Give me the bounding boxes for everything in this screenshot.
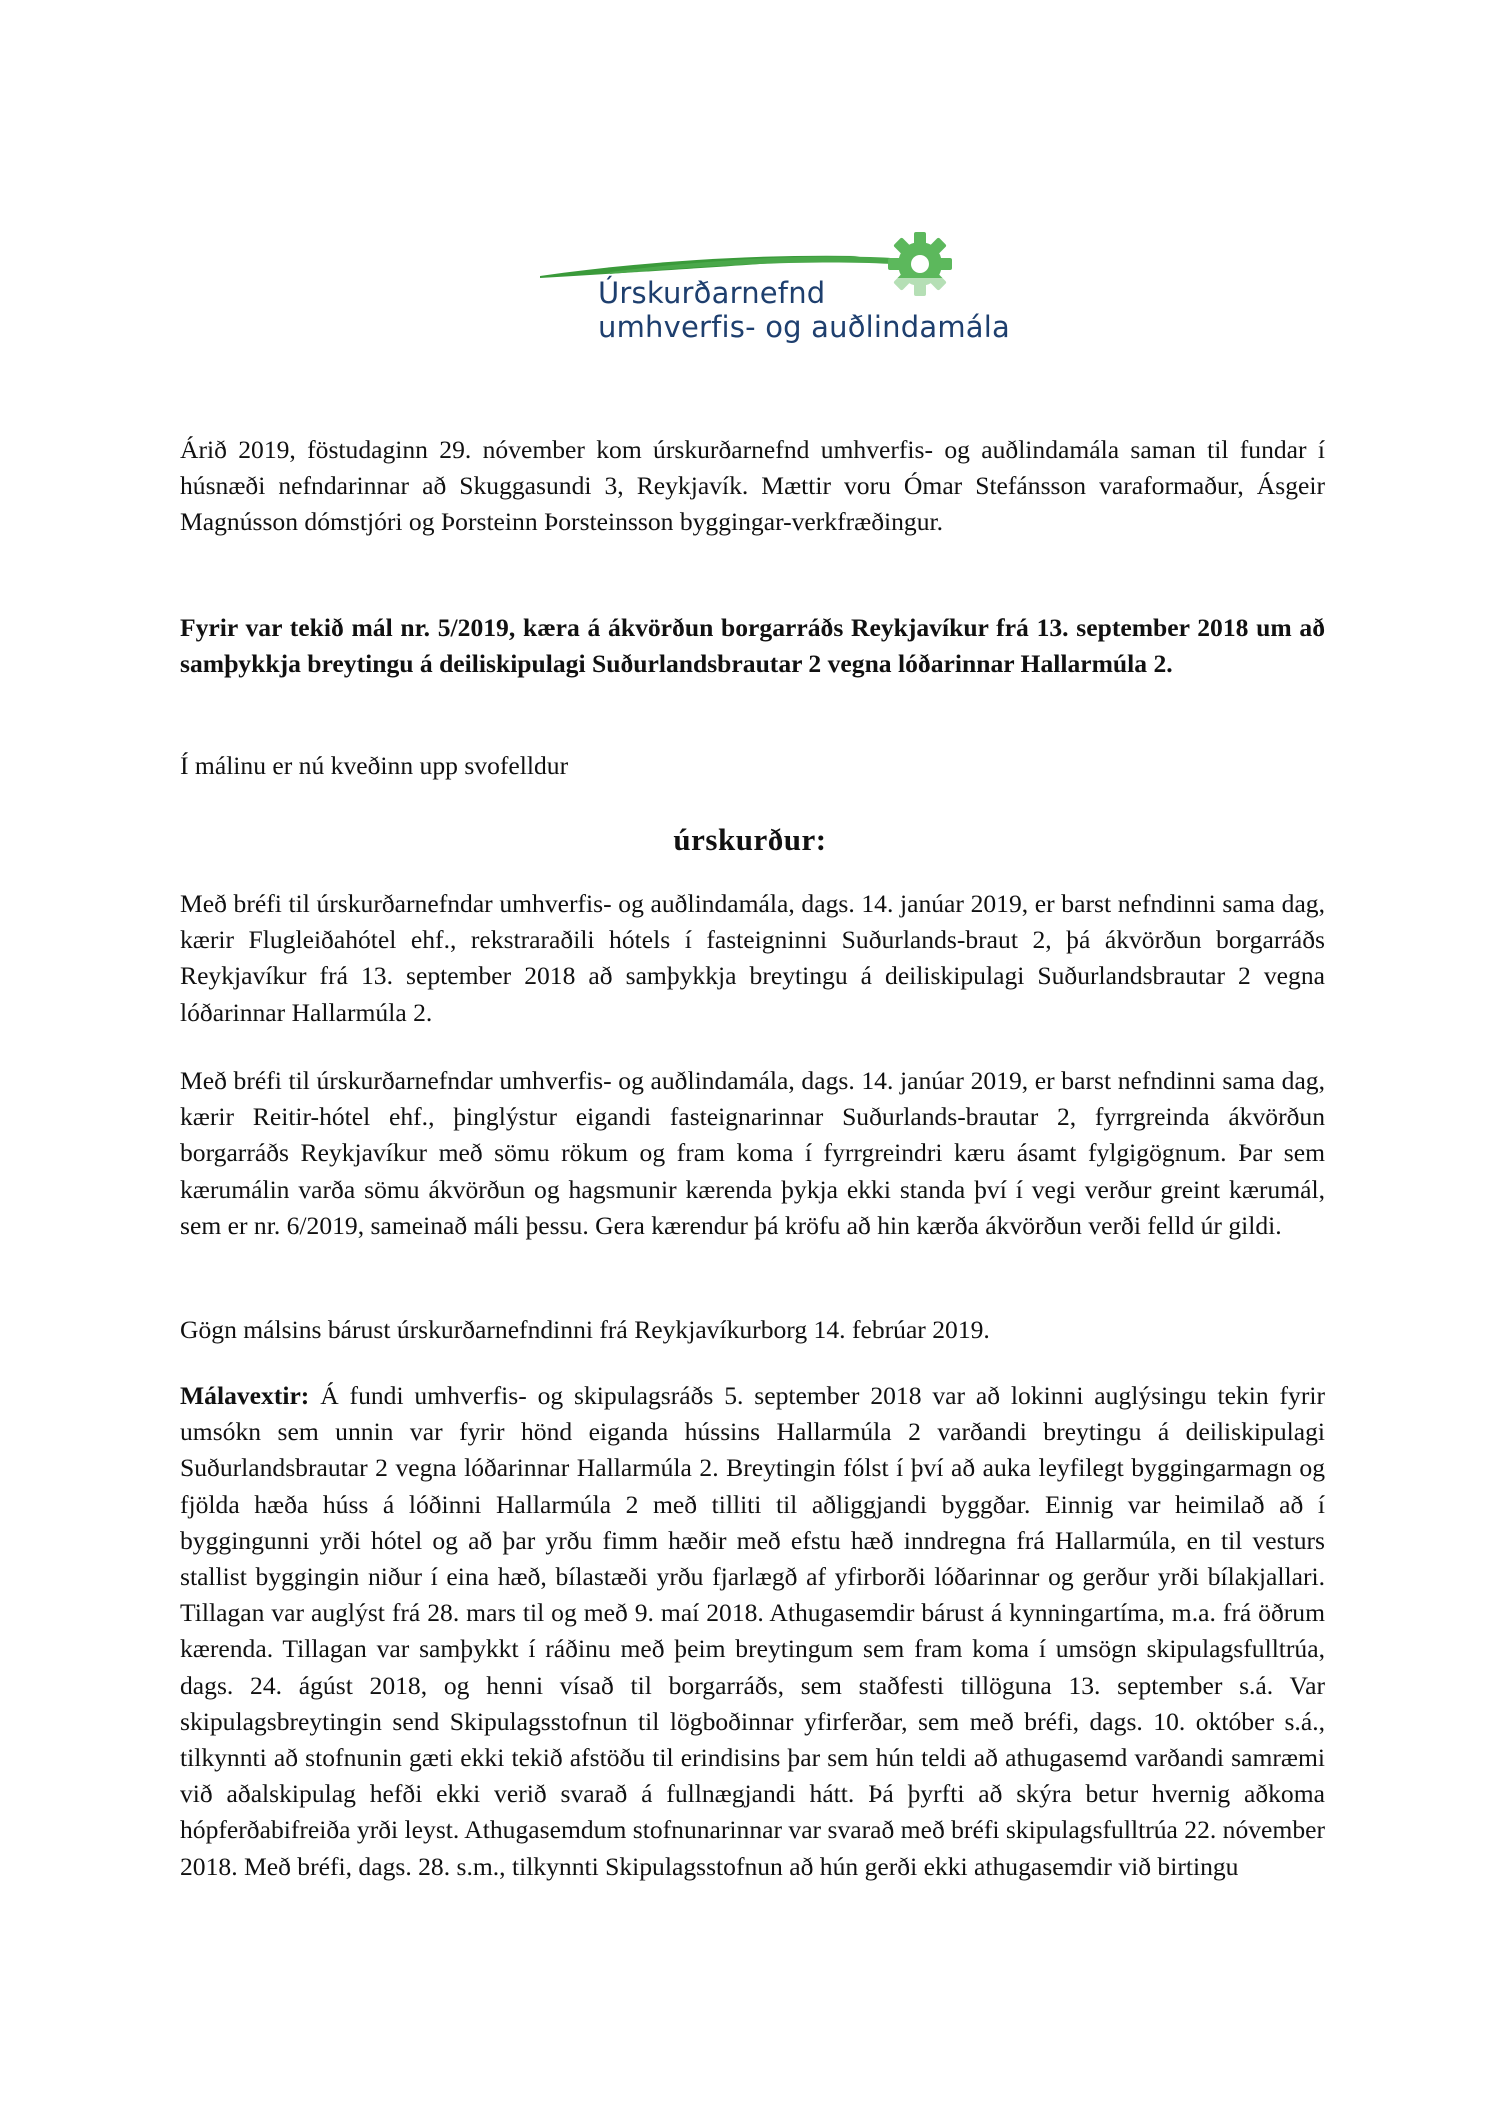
intro-line [180,748,1325,784]
logo-title-line1: Úrskurðarnefnd [598,276,826,310]
case-heading-text: Fyrir var tekið mál nr. 5/2019, kæra á ákvörðun borgarráðs Reykjavíkur frá 13. september 2018 um að samþykkja breytingu á deiliskipulagi Suðurlandsbrautar 2 vegna lóðarinnar Hallarmúla 2. [180,613,1325,679]
logo-title-line2: umhverfis- og auðlindamála [598,310,1010,344]
paragraph-text: Með bréfi til úrskurðarnefndar umhverfis- og auðlindamála, dags. 14. janúar 2019, er barst nefndinni sama dag, kærir Flugleiðahótel ehf., rekstraraðili hótels í fasteigninni Suðurlands-braut 2, þá ákvörðun borgarráðs Reykjavíkur frá 13. september 2018 að samþykkja breytingu á deiliskipulagi Suðurlandsbrautar 2 vegna lóðarinnar Hallarmúla 2. [180,889,1325,1027]
paragraph-text: Með bréfi til úrskurðarnefndar umhverfis- og auðlindamála, dags. 14. janúar 2019, er barst nefndinni sama dag, kærir Reitir-hótel ehf., þinglýstur eigandi fasteignarinnar Suðurlands-brautar 2, fyrrgreinda ákvörðun borgarráðs Reykjavíkur með sömu rökum og fram koma í fyrrgreindri kæru ásamt fylgigögnum. Þar sem kærumálin varða sömu ákvörðun og hagsmunir kærenda þykja ekki standa því í vegi verður greint kærumál, sem er nr. 6/2019, sameinað máli þessu. Gera kærendur þá kröfu að hin kærða ákvörðun verði felld úr gildi. [180,1066,1325,1240]
intro-text: Í málinu er nú kveðinn upp svofelldur [180,751,569,780]
paragraph-complaint-1 [180,886,1325,1031]
facts-label: Málavextir: [180,1381,310,1410]
verdict-heading: úrskurður: [673,822,827,857]
paragraph-facts [180,1378,1325,1885]
paragraph-text: Árið 2019, föstudaginn 29. nóvember kom úrskurðarnefnd umhverfis- og auðlindamála saman til fundar í húsnæði nefndarinnar að Skuggasundi 3, Reykjavík. Mættir voru Ómar Stefánsson varaformaður, Ásgeir Magnússon dómstjóri og Þorsteinn Þorsteinsson byggingar-verkfræðingur. [180,435,1325,537]
opening-paragraph [180,432,1325,541]
case-heading [180,610,1325,682]
facts-text: Á fundi umhverfis- og skipulagsráðs 5. september 2018 var að lokinni auglýsingu tekin fyrir umsókn sem unnin var fyrir hönd eiganda hússins Hallarmúla 2 varðandi breytingu á deiliskipulagi Suðurlandsbrautar 2 vegna lóðarinnar Hallarmúla 2. Breytingin fólst í því að auka leyfilegt byggingarmagn og fjölda hæða húss á lóðinni Hallarmúla 2 með tilliti til aðliggjandi byggðar. Einnig var heimilað að í byggingunni yrði hótel og að þar yrðu fimm hæðir með efstu hæð inndregna frá Hallarmúla, en til vesturs stallist byggingin niður í eina hæð, bílastæði yrðu fjarlægð af yfirborði lóðarinnar og gerður yrði bílakjallari. Tillagan var auglýst frá 28. mars til og með 9. maí 2018. Athugasemdir bárust á kynningartíma, m.a. frá öðrum kærenda. Tillagan var samþykkt í ráðinu með þeim breytingum sem fram koma í umsögn skipulagsfulltrúa, dags. 24. ágúst 2018, og henni vísað til borgarráðs, sem staðfesti tillöguna 13. september s.á. Var skipulagsbreytingin send Skipulagsstofnun til lögboðinnar yfirferðar, sem með bréfi, dags. 10. október s.á., tilkynnti að stofnunin gæti ekki tekið afstöðu til erindisins þar sem hún teldi að athugasemd varðandi samræmi við aðalskipulag hefði ekki verið svarað á fullnægjandi hátt. Þá þyrfti að skýra betur hvernig aðkoma hópferðabifreiða yrði leyst. Athugasemdum stofnunarinnar var svarað með bréfi skipulagsfulltrúa 22. nóvember 2018. Með bréfi, dags. 28. s.m., tilkynnti Skipulagsstofnun að hún gerði ekki athugasemdir við birtingu [180,1381,1325,1881]
paragraph-text: Gögn málsins bárust úrskurðarnefndinni frá Reykjavíkurborg 14. febrúar 2019. [180,1315,990,1344]
committee-logo [520,228,1010,358]
paragraph-documents [180,1312,1325,1348]
paragraph-complaint-2 [180,1063,1325,1244]
